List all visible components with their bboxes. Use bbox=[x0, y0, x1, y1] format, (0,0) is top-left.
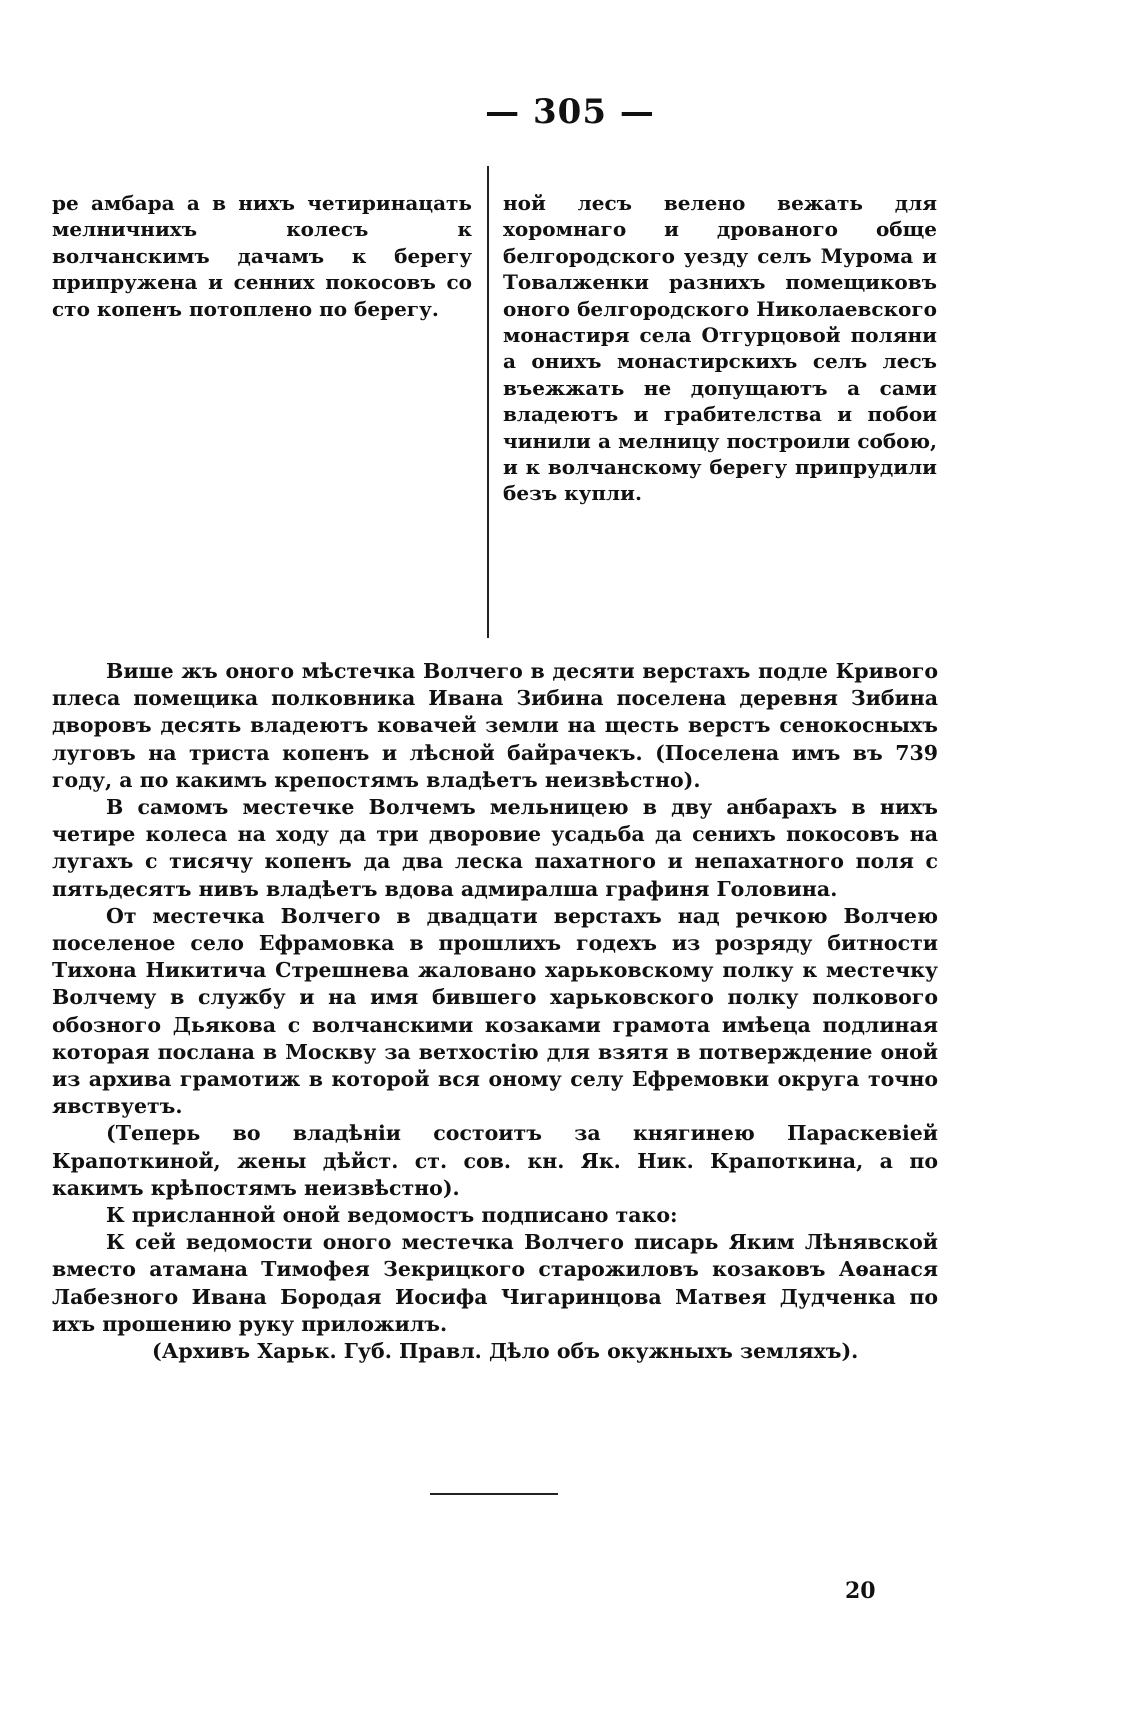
main-body bbox=[52, 658, 938, 1365]
archive-reference: (Архивъ Харьк. Губ. Правл. Дѣло объ окужныхъ земляхъ). bbox=[152, 1339, 859, 1364]
paragraph-ownership-note: (Теперь во владѣніи состоитъ за княгинею Параскевіей Крапоткиной, жены дѣйст. ст. сов. кн. Як. Ник. Крапоткина, а по какимъ крѣпостямъ неизвѣстно). bbox=[52, 1121, 938, 1200]
left-column-text: ре амбара а в нихъ четиринацать мелничнихъ колесъ к волчанскимъ дачамъ к берегу припружена и сенних покосовъ со сто копенъ потоплено по берегу. bbox=[52, 191, 472, 321]
paragraph-efremovka: От местечка Волчего в двадцати верстахъ над речкою Волчею поселеное село Ефрамовка в прошлихъ годехъ из розряду битности Тихона Никитича Стрешнева жаловано харьковскому полку к местечку Волчему в службу и на имя бившего харьковского полку полкового обозного Дьякова с волчанскими козаками грамота имѣеца подлиная которая послана в Москву за ветхостію для взятя в потверждение оной из архива грамотиж в которой вся оному селу Ефремовки округа точно явствуетъ. bbox=[52, 903, 938, 1119]
right-column-text: ной лесъ велено вежать для хоромнаго и дрованого обще белгородского уезду селъ Мурома и Товалженки разнихъ помещиковъ оного белгородского Николаевского монастиря села Отгурцовой поляни а онихъ монастирскихъ селъ лесъ въежжать не допущаютъ а сами владеютъ и грабителства и побои чинили а мелницу построили собою, и к волчанскому берегу припрудили безъ купли. bbox=[503, 191, 937, 506]
footer-rule bbox=[430, 1493, 558, 1495]
paragraph-zibin-village: Више жъ оного мѣстечка Волчего в десяти верстахъ подле Кривого плеса помещика полковника Ивана Зибина поселена деревня Зибина дворовъ десять владеютъ ковачей земли на щесть верстъ сенокосныхъ луговъ на триста копенъ и лѣсной байрачекъ. (Поселена имъ въ 739 году, а по какимъ крепостямъ владѣетъ неизвѣстно). bbox=[52, 659, 938, 792]
paragraph-volchem-mill: В самомъ местечке Волчемъ мельницею в дву анбарахъ в нихъ четире колеса на ходу да три дворовие усадьба да сенихъ покосовъ на лугахъ с тисячу копенъ да два леска пахатного и непахатного поля с пятьдесятъ нивъ владѣетъ вдова адмиралша графиня Головина. bbox=[52, 795, 938, 901]
paragraph-signature: К сей ведомости оного местечка Волчего писарь Яким Лѣнявской вместо атамана Тимофея Зекрицкого старожиловъ козаковъ Аѳанася Лабезного Ивана Бородая Иосифа Чигаринцова Матвея Дудченка по ихъ прошению руку приложилъ. bbox=[52, 1230, 938, 1336]
signature-mark: 20 bbox=[845, 1578, 876, 1604]
paragraph-signed-intro: К присланной оной ведомостъ подписано тако: bbox=[106, 1203, 678, 1228]
page-number: — 305 — bbox=[485, 92, 655, 132]
column-divider bbox=[487, 166, 489, 638]
